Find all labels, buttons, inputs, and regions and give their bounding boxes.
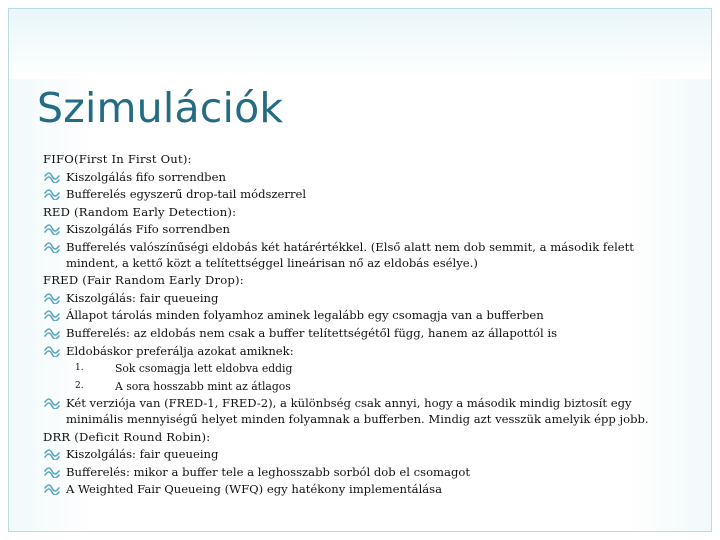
bullet-item	[43, 396, 683, 427]
section-heading: FRED (Fair Random Early Drop):	[43, 273, 244, 288]
slide-content	[43, 152, 683, 498]
slide-header-band	[9, 9, 711, 79]
bullet-item	[43, 447, 683, 463]
bullet-text: Bufferelés: mikor a buffer tele a leghosszabb sorból dob el csomagot	[66, 464, 471, 479]
wave-bullet-icon	[44, 398, 60, 409]
bullet-text: A Weighted Fair Queueing (WFQ) egy hatékony implementálása	[66, 482, 443, 497]
bullet-text: Bufferelés: az eldobás nem csak a buffer telítettségétől függ, hanem az állapottól is	[66, 325, 558, 340]
wave-bullet-icon	[44, 467, 60, 478]
wave-bullet-icon	[44, 310, 60, 321]
numbered-item	[43, 361, 683, 377]
wave-bullet-icon	[44, 346, 60, 357]
wave-bullet-icon	[44, 328, 60, 339]
wave-bullet-icon	[44, 484, 60, 495]
bullet-item	[43, 465, 683, 481]
bullet-item	[43, 482, 683, 498]
bullet-item	[43, 291, 683, 307]
item-number: 2.	[75, 380, 84, 391]
numbered-text: Sok csomagja lett eldobva eddig	[115, 362, 293, 376]
section-heading: DRR (Deficit Round Robin):	[43, 429, 211, 444]
numbered-text: A sora hosszabb mint az átlagos	[115, 379, 291, 393]
bullet-item	[43, 308, 683, 324]
wave-bullet-icon	[44, 449, 60, 460]
bullet-item	[43, 240, 683, 271]
bullet-item	[43, 187, 683, 203]
wave-bullet-icon	[44, 172, 60, 183]
section-heading: FIFO(First In First Out):	[43, 152, 192, 166]
bullet-item	[43, 326, 683, 342]
bullet-text: Kiszolgálás Fifo sorrendben	[66, 222, 230, 237]
bullet-item	[43, 170, 683, 186]
bullet-text: Állapot tárolás minden folyamhoz aminek legalább egy csomagja van a bufferben	[66, 308, 544, 323]
bullet-item	[43, 344, 683, 360]
section-heading: RED (Random Early Detection):	[43, 204, 237, 219]
wave-bullet-icon	[44, 189, 60, 200]
bullet-text: Bufferelés egyszerű drop-tail módszerrel	[66, 187, 307, 202]
bullet-text: Kiszolgálás: fair queueing	[66, 447, 219, 462]
wave-bullet-icon	[44, 224, 60, 235]
wave-bullet-icon	[44, 242, 60, 253]
bullet-item	[43, 222, 683, 238]
slide-title: Szimulációk	[37, 84, 284, 132]
wave-bullet-icon	[44, 293, 60, 304]
bullet-text: Eldobáskor preferálja azokat amiknek:	[66, 343, 294, 358]
bullet-text: Kiszolgálás: fair queueing	[66, 290, 219, 305]
bullet-text: Kiszolgálás fifo sorrendben	[66, 169, 226, 184]
item-number: 1.	[75, 363, 84, 374]
bullet-text: Két verziója van (FRED-1, FRED-2), a különbség csak annyi, hogy a második mindig biztosít egy minimális mennyiségű helyet minden folyamnak a bufferben. Mindig azt vesszük amelyik épp jobb.	[66, 396, 649, 426]
bullet-text: Bufferelés valószínűségi eldobás két határértékkel. (Első alatt nem dob semmit, a második felett mindent, a kettő közt a telítettséggel lineárisan nő az eldobás esélye.)	[66, 239, 634, 270]
numbered-item	[43, 379, 683, 395]
